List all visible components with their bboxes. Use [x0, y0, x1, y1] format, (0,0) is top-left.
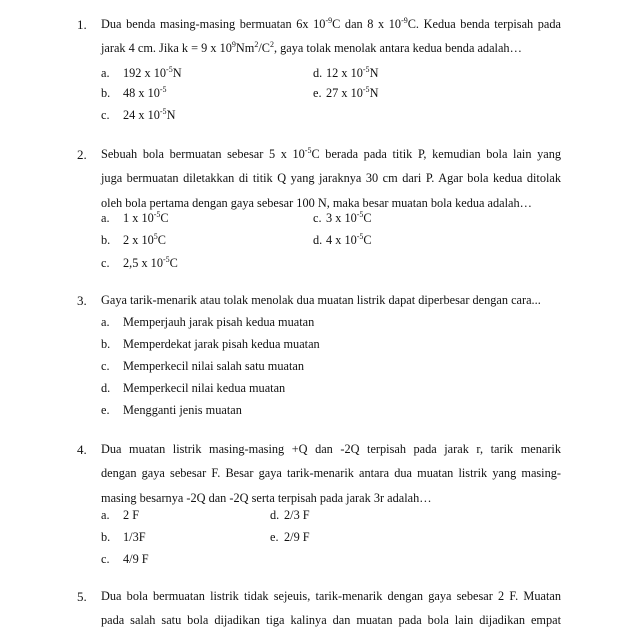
option-text: Memperkecil nilai salah satu muatan	[123, 359, 304, 373]
option-text: 48 x $10^{-5}$	[123, 85, 167, 100]
option-text: 24 x $10^{-5}N$	[123, 107, 176, 122]
stem-line: juga bermuatan diletakkan di titik Q yang jaraknya 30 cm dari P. Agar bola kedua ditolak	[101, 171, 561, 186]
option-letter: c.	[101, 256, 110, 270]
option-letter: a.	[101, 211, 110, 225]
option-letter: e.	[313, 86, 322, 100]
stem-line: jarak 4 cm. Jika k = 9 x $10^9Nm^2/C^2$, gaya tolak menolak antara kedua benda adalah…	[101, 40, 522, 56]
option-letter: c.	[101, 552, 110, 566]
option-text: 27 x $10^{-5}N$	[326, 85, 379, 100]
option-text: 3 x $10^{-5}C$	[326, 210, 372, 225]
question-stem	[101, 437, 561, 510]
question-stem	[101, 584, 561, 633]
stem-line: Dua muatan listrik masing-masing +Q dan -2Q terpisah pada jarak r, tarik menarik	[101, 442, 561, 456]
option-text: 2,5 x $10^{-5}C$	[123, 255, 178, 270]
stem-line: pada salah satu bola dijadikan tiga kalinya dan muatan pada bola lain dijadikan empat	[101, 613, 561, 628]
option-letter: b.	[101, 233, 111, 247]
option-text: 2 F	[123, 508, 140, 522]
option-text: 192 x $10^{-5}N$	[123, 65, 182, 80]
stem-line: masing besarnya -2Q dan -2Q serta terpisah pada jarak 3r adalah…	[101, 490, 432, 505]
question-stem	[101, 288, 561, 312]
option-letter: c.	[101, 359, 110, 373]
option-letter: b.	[101, 337, 111, 351]
option-letter: a.	[101, 508, 110, 522]
option-text: Mengganti jenis muatan	[123, 403, 242, 417]
stem-line: Gaya tarik-menarik atau tolak menolak dua muatan listrik dapat diperbesar dengan cara...	[101, 293, 541, 307]
option-text: 12 x $10^{-5}N$	[326, 65, 379, 80]
question-number: 2.	[77, 147, 87, 162]
question-number: 5.	[77, 589, 87, 604]
option-letter: e.	[101, 403, 110, 417]
option-text: 2/9 F	[284, 530, 310, 544]
option-text: 2 x $10^5C$	[123, 232, 166, 247]
question-number: 3.	[77, 293, 87, 308]
stem-line: Sebuah bola bermuatan sebesar 5 x $10^{-5}C$ berada pada titik P, kemudian bola lain yang	[101, 146, 561, 161]
option-letter: a.	[101, 315, 110, 329]
option-letter: d.	[101, 381, 111, 395]
option-letter: b.	[101, 530, 111, 544]
option-text: Memperjauh jarak pisah kedua muatan	[123, 315, 315, 329]
option-text: 1/3F	[123, 530, 146, 544]
option-letter: d.	[313, 66, 323, 80]
stem-line: dengan gaya sebesar F. Besar gaya tarik-menarik antara dua muatan listrik yang masing-	[101, 466, 561, 481]
stem-line: Dua benda masing-masing bermuatan 6x $10^{-9}C$ dan 8 x $10^{-9}C$. Kedua benda terpisah pada	[101, 16, 561, 31]
option-letter: e.	[270, 530, 279, 544]
option-letter: b.	[101, 86, 111, 100]
question-number: 4.	[77, 442, 87, 457]
question-number: 1.	[77, 17, 87, 32]
option-letter: c.	[313, 211, 322, 225]
option-letter: d.	[270, 508, 280, 522]
option-text: 2/3 F	[284, 508, 310, 522]
option-text: 4 x $10^{-5}C$	[326, 232, 372, 247]
question-stem	[101, 12, 561, 61]
option-text: 4/9 F	[123, 552, 149, 566]
option-letter: c.	[101, 108, 110, 122]
option-text: Memperkecil nilai kedua muatan	[123, 381, 286, 395]
option-text: Memperdekat jarak pisah kedua muatan	[123, 337, 320, 351]
option-letter: a.	[101, 66, 110, 80]
question-stem	[101, 142, 561, 215]
option-text: 1 x $10^{-5}C$	[123, 210, 169, 225]
stem-line: Dua bola bermuatan listrik tidak sejeuis, tarik-menarik dengan gaya sebesar 2 F. Muatan	[101, 589, 561, 603]
option-letter: d.	[313, 233, 323, 247]
stem-line: oleh bola pertama dengan gaya sebesar 100 N, maka besar muatan bola kedua adalah…	[101, 195, 532, 210]
